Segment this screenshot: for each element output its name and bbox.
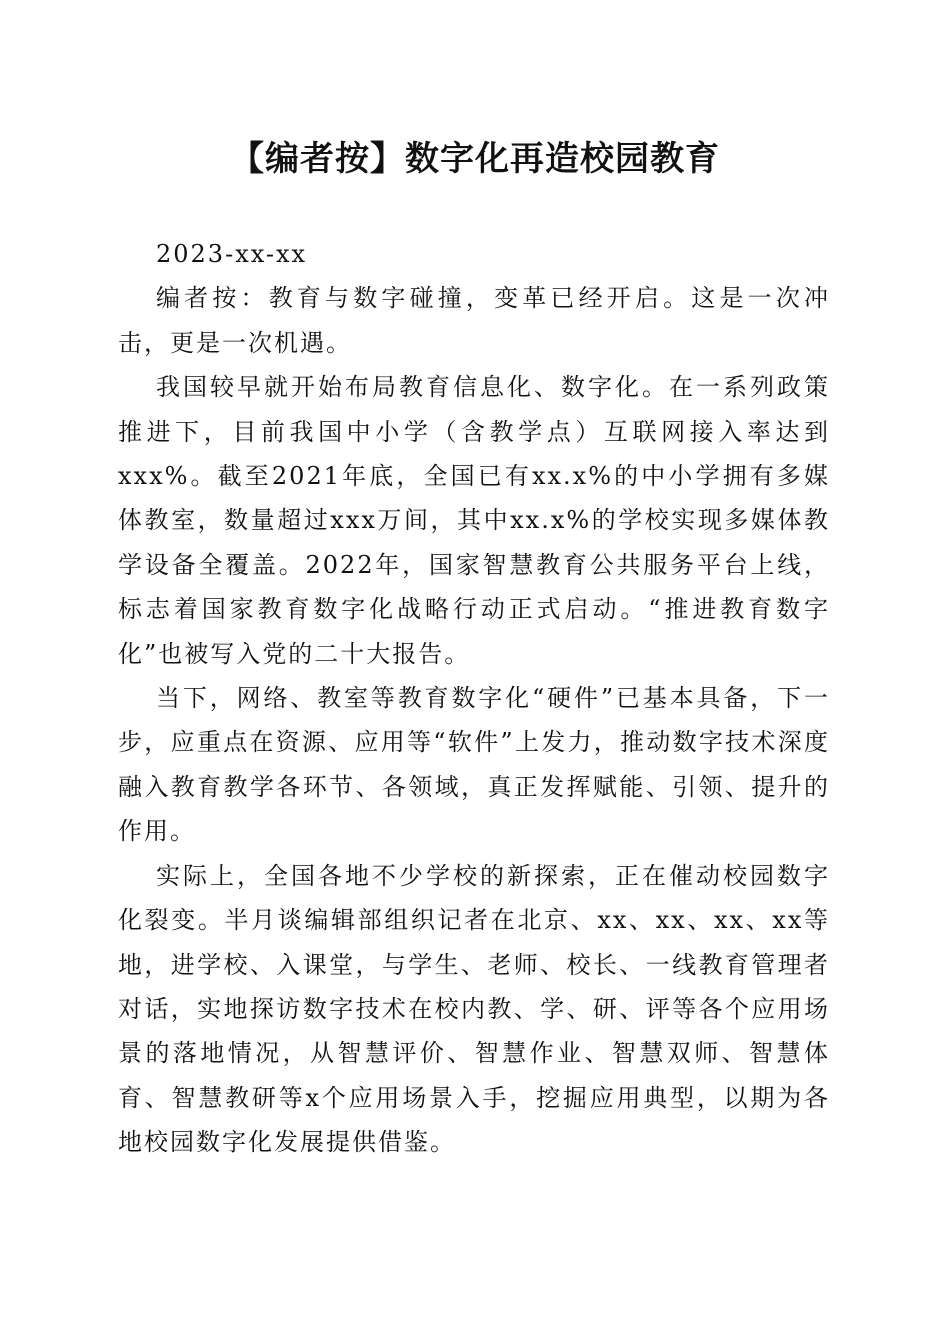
document-body — [118, 232, 830, 1165]
paragraph-next-step: 当下，网络、教室等教育数字化“硬件”已基本具备，下一步，应重点在资源、应用等“软件”上发力，推动数字技术深度融入教育教学各环节、各领域，真正发挥赋能、引领、提升的作用。 — [118, 684, 830, 846]
document-title: 【编者按】数字化再造校园教育 — [230, 139, 720, 179]
paragraph-editor-note: 编者按：教育与数字碰撞，变革已经开启。这是一次冲击，更是一次机遇。 — [118, 284, 830, 357]
paragraph-background: 我国较早就开始布局教育信息化、数字化。在一系列政策推进下，目前我国中小学（含教学点）互联网接入率达到xxx%。截至2021年底，全国已有xx.x%的中小学拥有多媒体教室，数量超过xxx万间，其中xx.x%的学校实现多媒体教学设备全覆盖。2022年，国家智慧教育公共服务平台上线，标志着国家教育数字化战略行动正式启动。“推进教育数字化”也被写入党的二十大报告。 — [118, 373, 830, 668]
document-date: 2023-xx-xx — [156, 240, 308, 268]
paragraph-exploration: 实际上，全国各地不少学校的新探索，正在催动校园数字化裂变。半月谈编辑部组织记者在北京、xx、xx、xx、xx等地，进学校、入课堂，与学生、老师、校长、一线教育管理者对话，实地探访数字技术在校内教、学、研、评等各个应用场景的落地情况，从智慧评价、智慧作业、智慧双师、智慧体育、智慧教研等x个应用场景入手，挖掘应用典型，以期为各地校园数字化发展提供借鉴。 — [118, 861, 830, 1157]
